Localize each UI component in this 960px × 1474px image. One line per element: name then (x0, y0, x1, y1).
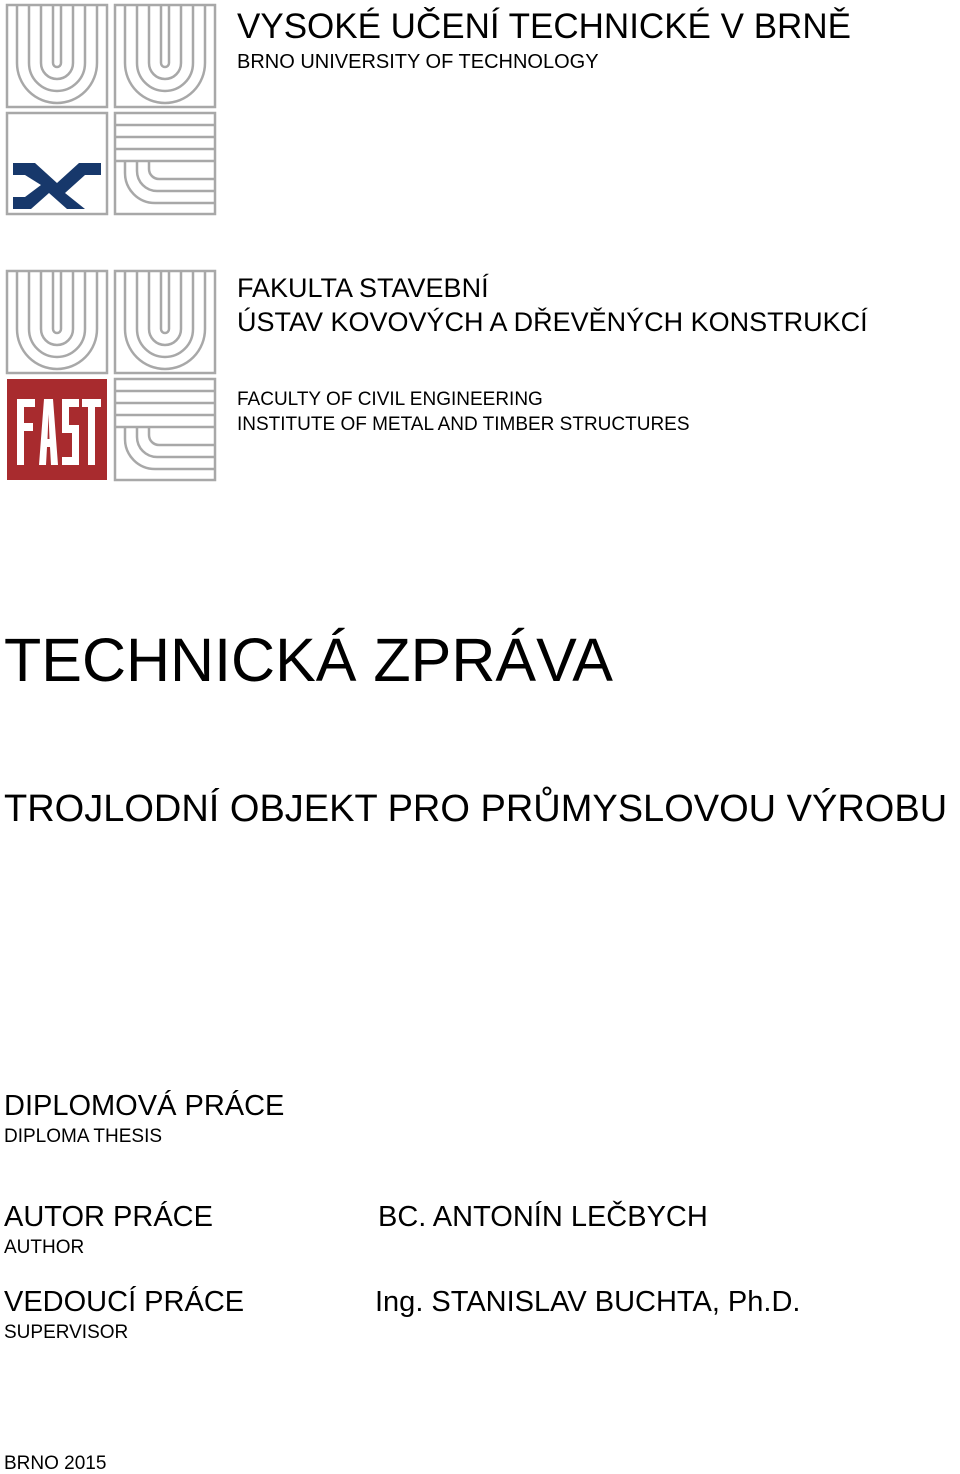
supervisor-label-cz: VEDOUCÍ PRÁCE (4, 1286, 245, 1318)
faculty-name-en: FACULTY OF CIVIL ENGINEERING (237, 389, 543, 410)
fast-logo (5, 269, 218, 482)
thesis-type-en: DIPLOMA THESIS (4, 1126, 163, 1147)
document-subtitle: TROJLODNÍ OBJEKT PRO PRŮMYSLOVOU VÝROBU (4, 788, 948, 830)
supervisor-name: Ing. STANISLAV BUCHTA, Ph.D. (375, 1286, 801, 1318)
supervisor-label-en: SUPERVISOR (4, 1322, 129, 1343)
thesis-type-cz: DIPLOMOVÁ PRÁCE (4, 1090, 285, 1122)
institute-name-cz: ÚSTAV KOVOVÝCH A DŘEVĚNÝCH KONSTRUKCÍ (237, 307, 868, 337)
vut-logo (5, 3, 218, 216)
place-year: BRNO 2015 (4, 1453, 107, 1474)
university-name-cz: VYSOKÉ UČENÍ TECHNICKÉ V BRNĚ (237, 7, 851, 46)
document-title: TECHNICKÁ ZPRÁVA (4, 626, 613, 694)
faculty-name-cz: FAKULTA STAVEBNÍ (237, 273, 489, 303)
institute-name-en: INSTITUTE OF METAL AND TIMBER STRUCTURES (237, 414, 690, 435)
author-name: BC. ANTONÍN LEČBYCH (378, 1201, 708, 1233)
author-label-en: AUTHOR (4, 1237, 85, 1258)
university-name-en: BRNO UNIVERSITY OF TECHNOLOGY (237, 51, 599, 73)
author-label-cz: AUTOR PRÁCE (4, 1201, 213, 1233)
